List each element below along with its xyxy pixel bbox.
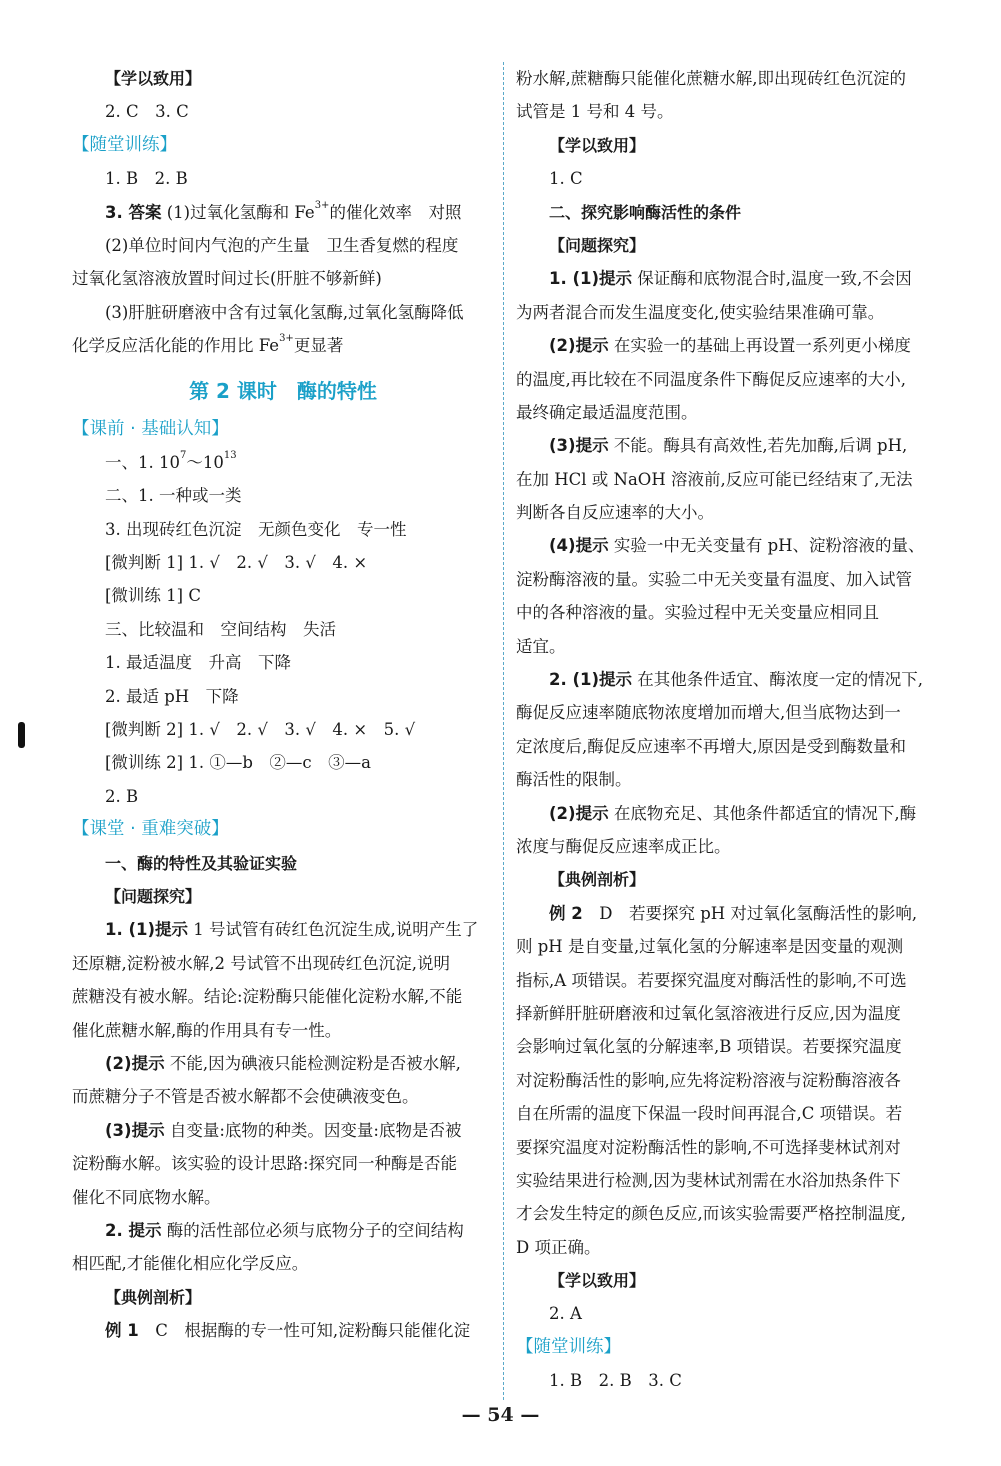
- answer-line: 在加 HCl 或 NaOH 溶液前,反应可能已经结束了,无法: [516, 469, 913, 489]
- answer-line: 淀粉酶溶液的量。实验二中无关变量有温度、加入试管: [516, 569, 912, 589]
- answer-line: [微训练 2] 1. ①—b ②—c ③—a: [105, 753, 371, 773]
- answer-line: 会影响过氧化氢的分解速率,B 项错误。若要探究温度: [516, 1037, 902, 1057]
- answer-line: (3)提示 不能。酶具有高效性,若先加酶,后调 pH,: [549, 436, 908, 456]
- answer-line: 适宜。: [516, 636, 566, 656]
- answer-line: 中的各种溶液的量。实验过程中无关变量应相同且: [516, 603, 879, 623]
- answer-line: 催化不同底物水解。: [72, 1187, 221, 1207]
- answer-line: (3)肝脏研磨液中含有过氧化氢酶,过氧化氢酶降低: [105, 302, 464, 322]
- answer-line: 二、1. 一种或一类: [105, 486, 242, 506]
- answer-line: 浓度与酶促反应速率成正比。: [516, 836, 731, 856]
- answer-line: 实验结果进行检测,因为斐林试剂需在水浴加热条件下: [516, 1170, 901, 1190]
- section-sui-tang-xun-lian: 【随堂训练】: [516, 1336, 621, 1357]
- answer-line: 择新鲜肝脏研磨液和过氧化氢溶液进行反应,因为温度: [516, 1003, 901, 1023]
- answer-line: 一、1. $10^7\sim 10^{13}$: [105, 449, 237, 472]
- left-column: [72, 62, 494, 1347]
- answer-line: (2)提示 不能,因为碘液只能检测淀粉是否被水解,: [105, 1053, 461, 1073]
- heading-xue-yi-zhi-yong: 【学以致用】: [549, 135, 646, 155]
- answer-line: 最终确定最适温度范围。: [516, 402, 698, 422]
- answer-line: (4)提示 实验一中无关变量有 pH、淀粉溶液的量、: [549, 536, 925, 556]
- heading-xue-yi-zhi-yong: 【学以致用】: [549, 1271, 646, 1291]
- answer-line: 自在所需的温度下保温一段时间再混合,C 项错误。若: [516, 1104, 903, 1124]
- answer-line: [微判断 1] 1. √ 2. √ 3. √ 4. ×: [105, 553, 368, 573]
- answer-line: [微训练 1] C: [105, 586, 201, 606]
- subsection-title: 一、酶的特性及其验证实验: [105, 853, 298, 873]
- section-ke-qian: 【课前 · 基础认知】: [72, 418, 229, 439]
- answer-line: 过氧化氢溶液放置时间过长(肝脏不够新鲜): [72, 269, 382, 289]
- answer-line: 催化蔗糖水解,酶的作用具有专一性。: [72, 1020, 342, 1040]
- heading-wen-ti-tan-jiu: 【问题探究】: [549, 235, 646, 255]
- answer-line: 要探究温度对淀粉酶活性的影响,不可选择斐林试剂对: [516, 1137, 901, 1157]
- page-number: — 54 —: [461, 1404, 540, 1426]
- answer-line: [微判断 2] 1. √ 2. √ 3. √ 4. × 5. √: [105, 720, 416, 740]
- answer-line: 2. A: [549, 1304, 582, 1324]
- answer-line: 1. B 2. B 3. C: [549, 1371, 682, 1391]
- section-ke-tang: 【课堂 · 重难突破】: [72, 819, 229, 840]
- answer-line: 的温度,再比较在不同温度条件下酶促反应速率的大小,: [516, 369, 906, 389]
- answer-line: 2. B: [105, 786, 139, 806]
- answer-line: (2)提示 在实验一的基础上再设置一系列更小梯度: [549, 336, 911, 356]
- answer-line: 3. 答案 (1)过氧化氢酶和 $Fe^{3+}$的催化效率 对照: [105, 199, 462, 222]
- answer-line: 1. B 2. B: [105, 169, 188, 189]
- answer-line: 化学反应活化能的作用比 $Fe^{3+}$更显著: [72, 333, 344, 356]
- heading-xue-yi-zhi-yong: 【学以致用】: [105, 69, 202, 88]
- answer-line: 判断各自反应速率的大小。: [516, 503, 714, 523]
- answer-line: 例 1 C 根据酶的专一性可知,淀粉酶只能催化淀: [105, 1321, 471, 1341]
- answer-line: 蔗糖没有被水解。结论:淀粉酶只能催化淀粉水解,不能: [72, 987, 463, 1007]
- right-column: [516, 62, 936, 1398]
- answer-line: 还原糖,淀粉被水解,2 号试管不出现砖红色沉淀,说明: [72, 953, 450, 973]
- answer-line: 定浓度后,酶促反应速率不再增大,原因是受到酶数量和: [516, 736, 906, 756]
- answer-line: 试管是 1 号和 4 号。: [516, 102, 674, 122]
- answer-line: 对淀粉酶活性的影响,应先将淀粉溶液与淀粉酶溶液各: [516, 1070, 901, 1090]
- answer-line: 相匹配,才能催化相应化学反应。: [72, 1254, 309, 1274]
- answer-line: D 项正确。: [516, 1237, 601, 1257]
- heading-dian-li-pou-xi: 【典例剖析】: [105, 1287, 202, 1307]
- answer-line: 2. (1)提示 在其他条件适宜、酶浓度一定的情况下,: [549, 670, 924, 690]
- answer-line: 1. (1)提示 1 号试管有砖红色沉淀生成,说明产生了: [105, 920, 479, 940]
- answer-line: (2)单位时间内气泡的产生量 卫生香复燃的程度: [105, 235, 459, 255]
- heading-dian-li-pou-xi: 【典例剖析】: [549, 870, 646, 890]
- margin-mark: [18, 722, 25, 748]
- section-sui-tang-xun-lian: 【随堂训练】: [72, 134, 177, 155]
- subsection-title: 二、探究影响酶活性的条件: [549, 202, 742, 222]
- answer-line: 三、比较温和 空间结构 失活: [105, 619, 336, 639]
- heading-wen-ti-tan-jiu: 【问题探究】: [105, 886, 202, 906]
- answer-line: 2. C 3. C: [105, 102, 189, 122]
- answer-line: (3)提示 自变量:底物的种类。因变量:底物是否被: [105, 1120, 462, 1140]
- answer-line: 酶活性的限制。: [516, 770, 632, 790]
- answer-line: 1. C: [549, 169, 583, 189]
- answer-line: 酶促反应速率随底物浓度增加而增大,但当底物达到一: [516, 703, 901, 723]
- answer-line: 而蔗糖分子不管是否被水解都不会使碘液变色。: [72, 1087, 419, 1107]
- answer-line: 1. 最适温度 升高 下降: [105, 653, 291, 673]
- answer-line: 2. 提示 酶的活性部位必须与底物分子的空间结构: [105, 1220, 464, 1240]
- answer-line: (2)提示 在底物充足、其他条件都适宜的情况下,酶: [549, 803, 917, 823]
- answer-line: 指标,A 项错误。若要探究温度对酶活性的影响,不可选: [516, 970, 907, 990]
- answer-line: 才会发生特定的颜色反应,而该实验需要严格控制温度,: [516, 1204, 906, 1224]
- answer-line: 1. (1)提示 保证酶和底物混合时,温度一致,不会因: [549, 269, 912, 289]
- answer-line: 3. 出现砖红色沉淀 无颜色变化 专一性: [105, 519, 407, 539]
- answer-line: 则 pH 是自变量,过氧化氢的分解速率是因变量的观测: [516, 937, 904, 957]
- answer-line: 淀粉酶水解。该实验的设计思路:探究同一种酶是否能: [72, 1154, 458, 1174]
- answer-line: 2. 最适 pH 下降: [105, 686, 239, 706]
- answer-line: 例 2 D 若要探究 pH 对过氧化氢酶活性的影响,: [549, 903, 918, 923]
- column-divider: [503, 62, 504, 1400]
- answer-line: 粉水解,蔗糖酶只能催化蔗糖水解,即出现砖红色沉淀的: [516, 69, 906, 88]
- chapter-title: 第 2 课时 酶的特性: [189, 378, 377, 403]
- answer-line: 为两者混合而发生温度变化,使实验结果准确可靠。: [516, 302, 885, 322]
